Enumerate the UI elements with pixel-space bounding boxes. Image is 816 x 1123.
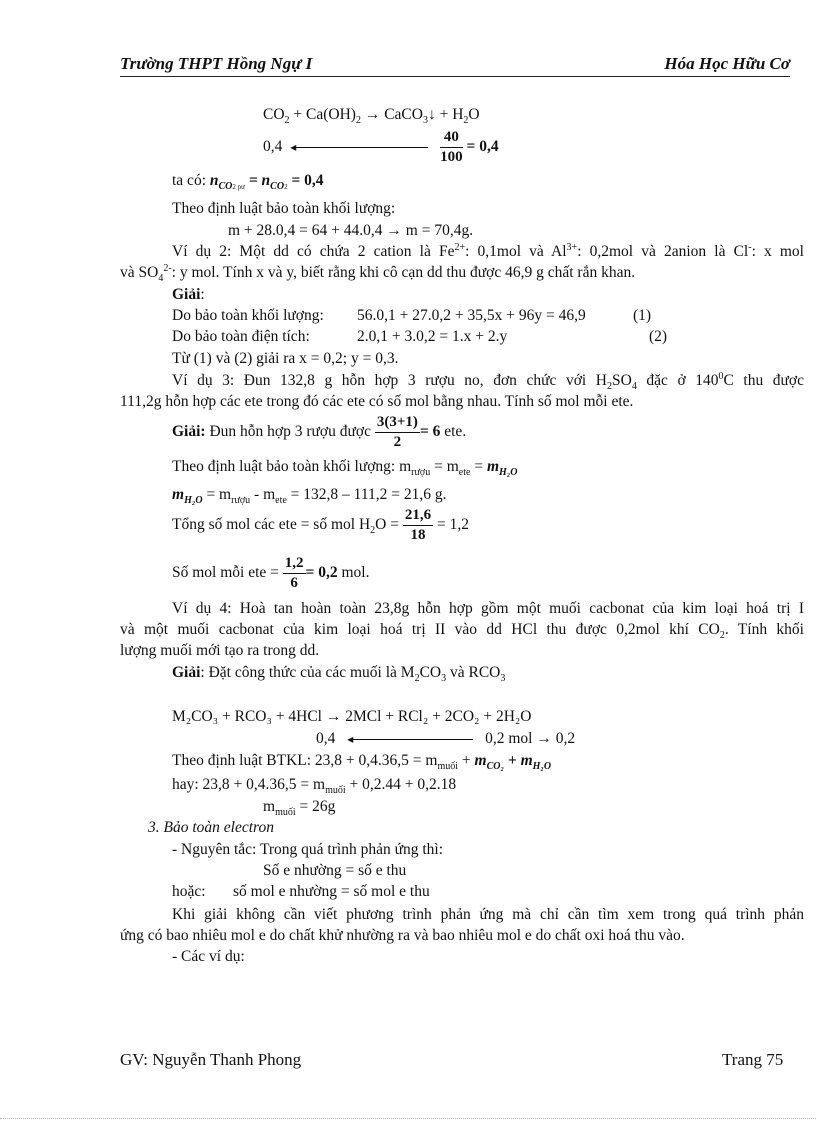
mass-conservation-expr: 56.0,1 + 27.0,2 + 35,5x + 96y = 46,9 bbox=[357, 307, 586, 324]
principle-alt-label: hoặc: bbox=[172, 883, 206, 900]
equation-number: (1) bbox=[633, 307, 652, 324]
mole-ratio-line: 0,4 ◂ $\frac{40}{100}$ = 0,4 bbox=[263, 128, 499, 165]
result-line: $m_{muối} = 26g$ bbox=[263, 798, 336, 819]
fraction: $\frac{1,2}{6}$ bbox=[284, 554, 304, 591]
equation-co2: $CO_2 + Ca(OH)_2$ → CaCO$_3$↓ + $H_2O$ bbox=[263, 106, 480, 127]
example-2-line-2: và $SO_4^{2-}$: y mol. Tính x và y, biết rằng khi cô cạn dd thu được 46,9 g chất rắn khan. bbox=[120, 262, 636, 285]
footer-page: Trang 75 bbox=[722, 1050, 784, 1069]
solution-3-line-2: Theo định luật bảo toàn khối lượng: $m_{rượu} = m_{ete} = m_{H_2O}$ bbox=[172, 458, 518, 479]
example-3-line-2: 111,2g hỗn hợp các ete trong đó các ete có số mol bằng nhau. Tính số mol mỗi ete. bbox=[120, 393, 634, 410]
mass-conservation-label: Do bảo toàn khối lượng: bbox=[172, 307, 324, 324]
example-4-line-1: Ví dụ 4: Hoà tan hoàn toàn 23,8g hỗn hợp gồm một muối cacbonat của kim loại hoá trị I bbox=[172, 600, 804, 617]
example-4-line-2: và một muối cacbonat của kim loại hoá trị II vào dd HCl thu được 0,2mol khí $CO_2$. Tính khối bbox=[120, 621, 804, 642]
school-name: Trường THPT Hồng Ngự I bbox=[120, 54, 313, 73]
equation-number: (2) bbox=[649, 328, 668, 345]
solution-3-line-1: Giải: Đun hỗn hợp 3 rượu được $\frac{3(3+1)}{2}$ = 6 ete. bbox=[172, 413, 467, 450]
left-arrow-icon: ◂ bbox=[292, 142, 428, 152]
ta-co-line: ta có: $n_{CO2 pư} = n_{CO2} = 0,4$ bbox=[172, 172, 324, 193]
equation-4: M₂CO₃ + RCO₃ + 4HCl → 2MCl + RCl₂ + 2CO₂ + 2H₂O bbox=[172, 708, 532, 725]
examples-heading: - Các ví dụ: bbox=[172, 948, 245, 965]
paragraph: ứng có bao nhiêu mol e do chất khử nhường ra và bao nhiêu mol e do chất oxi hoá thu vào. bbox=[120, 927, 685, 944]
solution-3-line-5: Số mol mỗi ete = $\frac{1,2}{6}$ = 0,2 mol. bbox=[172, 554, 370, 591]
solution-label: Giải: bbox=[172, 286, 205, 303]
paragraph: Khi giải không cần viết phương trình phản ứng mà chỉ cần tìm xem trong quá trình phản bbox=[172, 906, 804, 923]
fraction: $\frac{21,6}{18}$ bbox=[404, 506, 432, 543]
fraction: $\frac{3(3+1)}{2}$ bbox=[376, 413, 418, 450]
hay-line: hay: $23,8 + 0,4.36,5 = m_{muối} + 0,2.44 + 0,2.18$ bbox=[172, 776, 457, 797]
bottom-divider bbox=[0, 1118, 816, 1119]
principle-alt-formula: số mol e nhường = số mol e thu bbox=[233, 883, 430, 900]
example-4-line-3: lượng muối mới tạo ra trong dd. bbox=[120, 642, 320, 659]
page-header bbox=[120, 52, 790, 77]
subject-name: Hóa Học Hữu Cơ bbox=[664, 54, 790, 73]
principle-formula: Số e nhường = số e thu bbox=[263, 862, 407, 879]
example-2-line-1: Ví dụ 2: Một dd có chứa 2 cation là $Fe^{2+}$: 0,1mol và $Al^{3+}$: 0,2mol và 2anion là Cl-: x mol bbox=[172, 241, 804, 260]
charge-conservation-label: Do bảo toàn điện tích: bbox=[172, 328, 310, 345]
paragraph: m + 28.0,4 = 64 + 44.0,4 → m = 70,4g. bbox=[228, 222, 474, 239]
left-arrow-icon: ◂ bbox=[349, 734, 473, 744]
mole-ratio-line-4: 0,4 ◂ 0,2 mol → 0,2 bbox=[316, 730, 576, 747]
footer-teacher: GV: Nguyễn Thanh Phong bbox=[120, 1050, 302, 1069]
btkl-line: Theo định luật BTKL: $23,8 + 0,4.36,5 = m_{muối} + m_{CO_2} + m_{H_2O}$ bbox=[172, 752, 552, 773]
paragraph: Theo định luật bảo toàn khối lượng: bbox=[172, 200, 396, 217]
charge-conservation-expr: 2.0,1 + 3.0,2 = 1.x + 2.y bbox=[357, 328, 508, 345]
solution-3-line-4: Tổng số mol các ete = số mol $H_2O$ = $\frac{21,6}{18}$ = 1,2 bbox=[172, 506, 469, 543]
section-heading: 3. Bảo toàn electron bbox=[148, 819, 274, 836]
solution-3-line-3: $m_{H_2O} = m_{rượu} - m_{ete} = 132,8 - 111,2 = 21,6$ g. bbox=[172, 486, 447, 507]
solution-4-line-1: Giải: Đặt công thức của các muối là $M_2CO_3$ và $RCO_3$ bbox=[172, 664, 506, 685]
fraction: $\frac{40}{100}$ bbox=[440, 128, 463, 165]
example-3-line-1: Ví dụ 3: Đun 132,8 g hỗn hợp 3 rượu no, đơn chức với $H_2SO_4$ đặc ở $140^0C$ thu được bbox=[172, 370, 804, 393]
paragraph: Từ (1) và (2) giải ra x = 0,2; y = 0,3. bbox=[172, 350, 399, 367]
principle-line: - Nguyên tắc: Trong quá trình phản ứng thì: bbox=[172, 841, 444, 858]
